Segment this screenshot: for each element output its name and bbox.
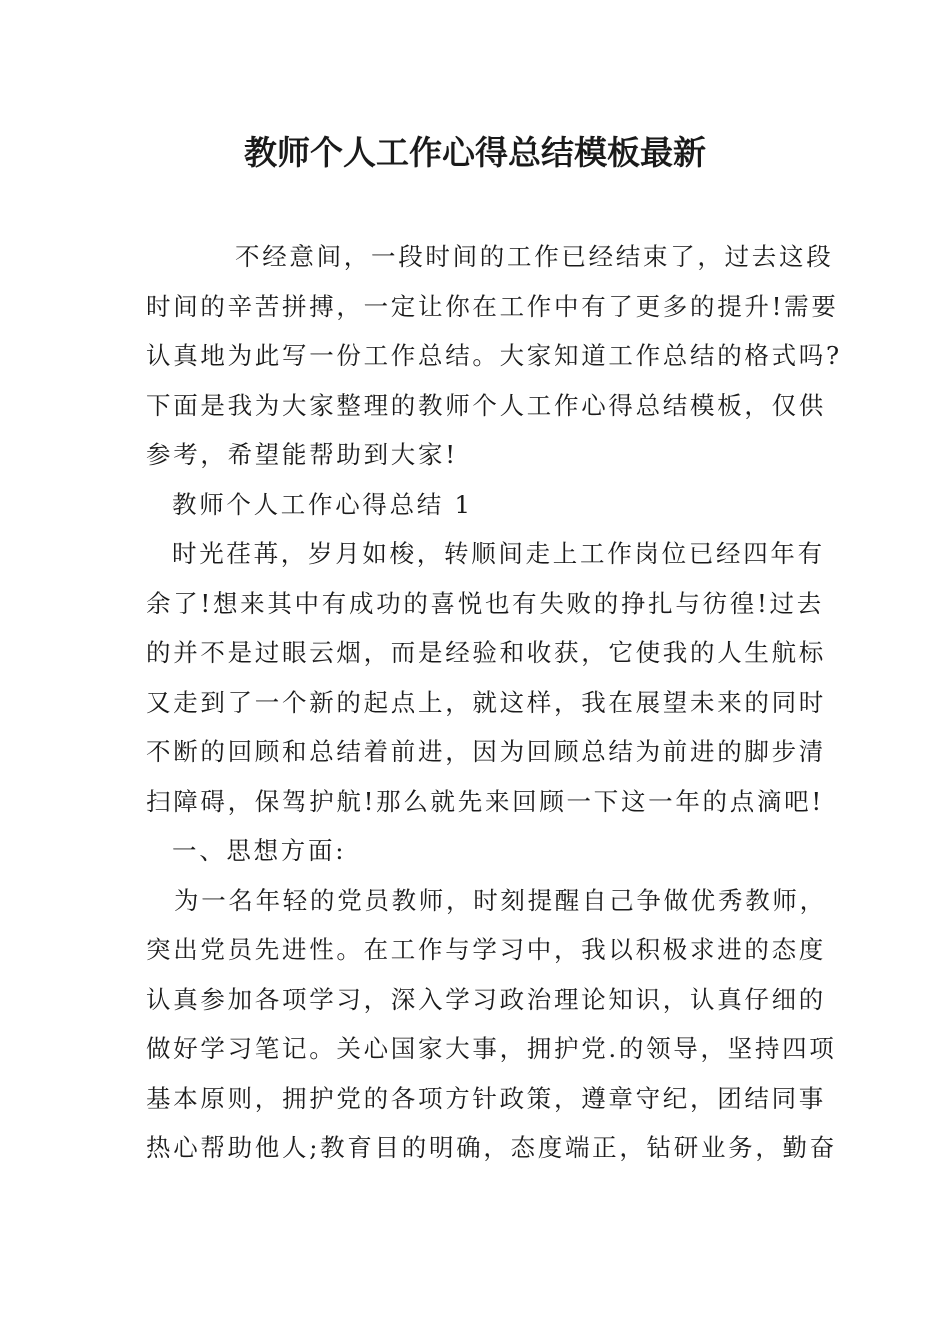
body-line: 扫障碍，保驾护航!那么就先来回顾一下这一年的点滴吧! (146, 786, 824, 816)
body-line: 下面是我为大家整理的教师个人工作心得总结模板，仅供 (146, 390, 826, 420)
body-line: 的并不是过眼云烟，而是经验和收获，它使我的人生航标 (146, 638, 826, 667)
body-line: 余了!想来其中有成功的喜悦也有失败的挣扎与彷徨!过去 (146, 588, 824, 618)
body-line: 基本原则，拥护党的各项方针政策，遵章守纪，团结同事 (146, 1083, 826, 1113)
body-line: 时间的辛苦拼搏，一定让你在工作中有了更多的提升!需要 (146, 291, 839, 321)
subsection-heading: 一、思想方面: (172, 836, 347, 865)
body-line: 时光荏苒，岁月如梭，转顺间走上工作岗位已经四年有 (172, 539, 825, 568)
body-line: 不经意间，一段时间的工作已经结束了，过去这段 (235, 242, 834, 271)
section-heading: 教师个人工作心得总结 1 (172, 489, 473, 519)
body-line: 不断的回顾和总结着前进，因为回顾总结为前进的脚步清 (146, 737, 826, 766)
body-line: 突出党员先进性。在工作与学习中，我以积极求进的态度 (146, 935, 826, 964)
body-line: 认真参加各项学习，深入学习政治理论知识，认真仔细的 (146, 984, 826, 1014)
body-line: 又走到了一个新的起点上，就这样，我在展望未来的同时 (146, 687, 826, 717)
document-title: 教师个人工作心得总结模板最新 (244, 133, 706, 172)
body-line: 热心帮助他人;教育目的明确，态度端正，钻研业务，勤奋 (146, 1133, 837, 1162)
document-body (146, 232, 842, 1173)
body-line: 做好学习笔记。关心国家大事，拥护党.的领导，坚持四项 (146, 1034, 837, 1063)
body-line: 认真地为此写一份工作总结。大家知道工作总结的格式吗? (146, 341, 842, 370)
body-line: 为一名年轻的党员教师，时刻提醒自己争做优秀教师， (174, 885, 827, 915)
body-line: 参考，希望能帮助到大家! (146, 440, 458, 469)
